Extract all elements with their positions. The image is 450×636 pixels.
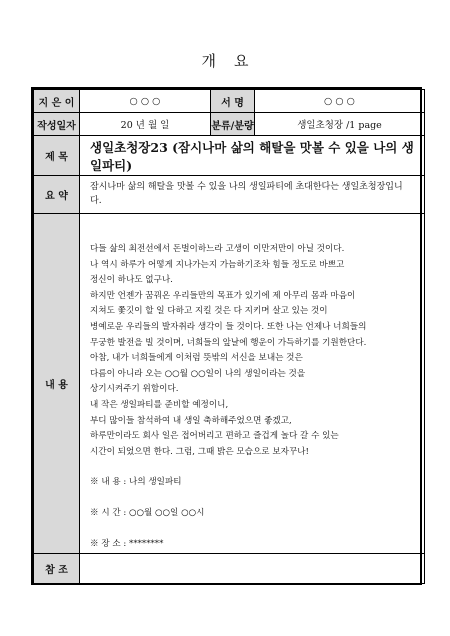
author-value: ○ ○ ○ [80, 90, 211, 113]
signature-label: 서 명 [211, 90, 255, 113]
note-time: ※ 시 간 : ○○월 ○○일 ○○시 [90, 507, 205, 518]
title-label: 제 목 [34, 136, 80, 176]
summary-row [34, 176, 425, 214]
content-line: 지쳐도 쫓깃이 할 일 다하고 지킬 것은 다 지키며 살고 있는 것이 [90, 306, 328, 317]
author-row [34, 90, 425, 113]
content-line: 다들 삶의 최전선에서 돈벌이하느라 고생이 이만저만이 아닐 것이다. [90, 244, 345, 254]
content-line: 나 역시 하루가 어떻게 지나가는지 가늠하기조차 힘들 정도로 바쁘고 [90, 259, 345, 270]
content-line: 부디 많이들 참석하여 내 생일 축하해주었으면 좋겠고, [90, 415, 292, 426]
content-line: 정신이 하나도 없구나. [90, 275, 173, 286]
reference-row [34, 554, 425, 584]
content-row [34, 214, 425, 554]
summary-label: 요 약 [34, 176, 80, 214]
overview-table [33, 89, 425, 584]
content-line: 아참, 내가 너희들에게 이처럼 뜻밖의 서신을 보내는 것은 [90, 353, 303, 364]
content-body [80, 214, 425, 554]
author-label: 지 은 이 [34, 90, 80, 113]
title-value: 생일초청장23 (잠시나마 삶의 해탈을 맛볼 수 있을 나의 생일파티) [80, 136, 425, 176]
overview-form [31, 87, 422, 585]
note-place: ※ 장 소 : ******** [90, 538, 164, 549]
content-line: 내 작은 생일파티를 준비할 예정이니, [90, 399, 229, 410]
title-row [34, 136, 425, 176]
page-title: 개요 [201, 52, 267, 70]
reference-value [80, 554, 425, 584]
content-line: 병예로운 우리들의 발자취라 생각이 들 것이다. 또한 나는 언제나 너희들의 [90, 321, 367, 332]
category-label: 분류/분량 [211, 113, 255, 136]
summary-value: 잠시나마 삶의 해탈을 맛볼 수 있을 나의 생일파티에 초대한다는 생일초청장입니다. [80, 176, 425, 214]
content-line: 상기시켜주기 위함이다. [90, 384, 179, 395]
content-line: 시간이 되었으면 한다. 그럼, 그때 밝은 모습으로 보자꾸나! [90, 446, 309, 457]
date-row [34, 113, 425, 136]
content-label: 내 용 [34, 214, 80, 554]
signature-value: ○ ○ ○ [255, 90, 425, 113]
date-value: 20 년 월 일 [80, 113, 211, 136]
content-line: 하지만 언젠가 꿈꿔온 우리들만의 목표가 있기에 제 아무리 몸과 마음이 [90, 290, 356, 301]
reference-label: 참 조 [34, 554, 80, 584]
category-value: 생일초청장 /1 page [255, 113, 425, 136]
content-line: 하루만이라도 회사 일은 접어버리고 편하고 즐겁게 놀다 갈 수 있는 [90, 431, 339, 442]
content-line: 무궁한 발전을 빌 것이며, 너희들의 앞날에 행운이 가득하기를 기원한단다. [90, 337, 367, 348]
note-occasion: ※ 내 용 : 나의 생일파티 [90, 477, 182, 488]
content-line: 다름이 아니라 오는 ○○월 ○○일이 나의 생일이라는 것을 [90, 368, 306, 379]
date-label: 작성일자 [34, 113, 80, 136]
